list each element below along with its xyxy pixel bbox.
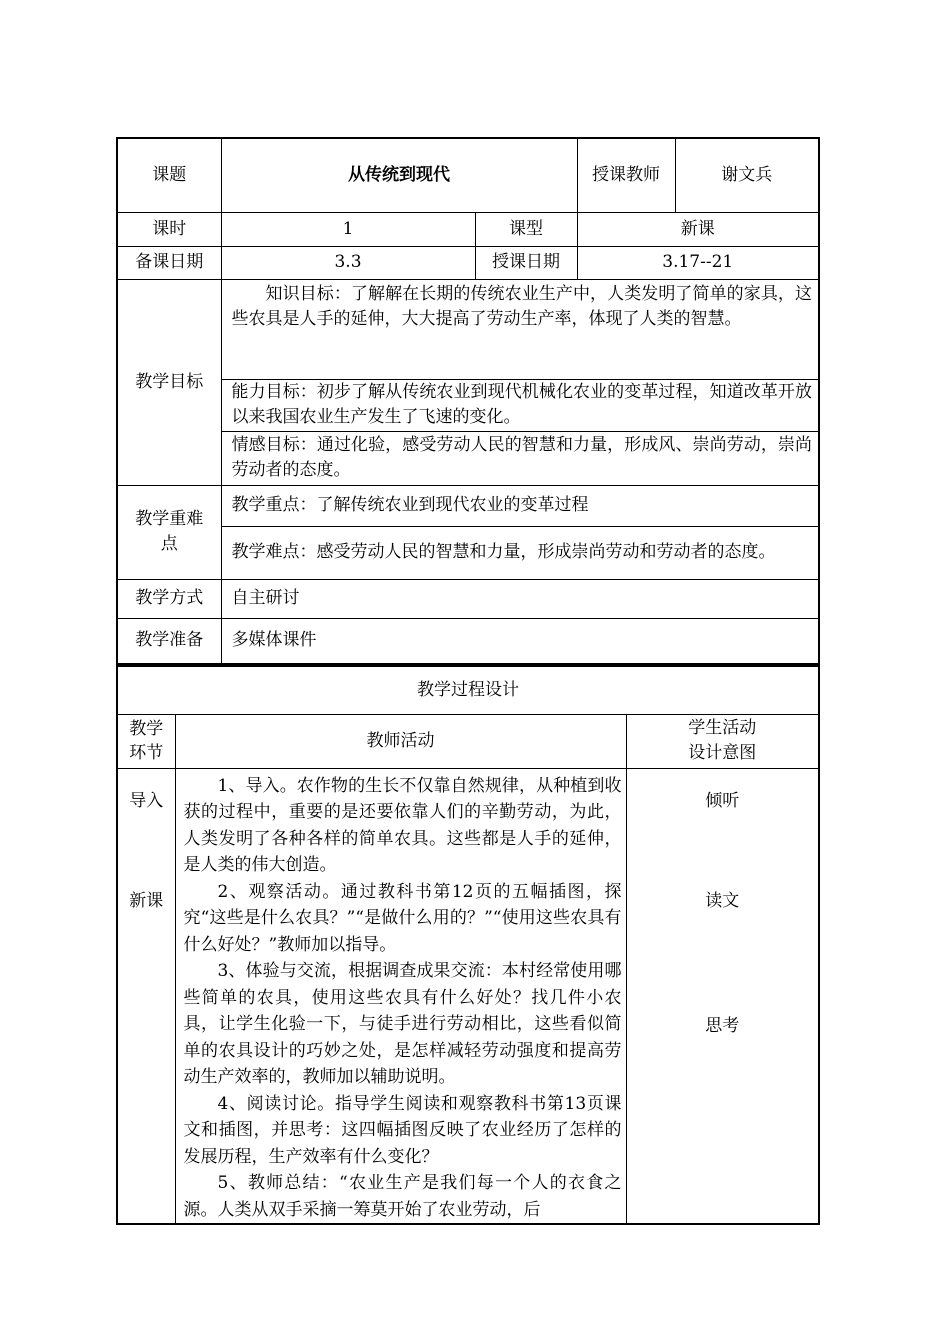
activity-paragraph-3: 3、体验与交流，根据调查成果交流：本村经常使用哪些简单的农具，使用这些农具有什么好处？找几件小农具，让学生化验一下，与徒手进行劳动相比，这些看似简单的农具设计的巧妙之处，是怎样减轻劳动强度和提高劳动生产效率的，教师加以辅助说明。 bbox=[183, 961, 622, 1087]
process-table bbox=[116, 665, 820, 1225]
prep-date-value: 3.3 bbox=[221, 246, 475, 279]
student-activity bbox=[626, 768, 819, 1224]
prep-label: 教学准备 bbox=[117, 618, 221, 664]
prep-date-label: 备课日期 bbox=[117, 246, 221, 279]
col-student-header bbox=[626, 714, 819, 768]
activity-paragraph-5: 5、教师总结：“农业生产是我们每一个人的衣食之源。人类从双手采摘一筹莫开始了农业劳动，后 bbox=[183, 1173, 622, 1220]
method-value: 自主研讨 bbox=[221, 579, 819, 618]
stage-cell bbox=[117, 768, 175, 1224]
process-title: 教学过程设计 bbox=[117, 666, 819, 714]
stage-new: 新课 bbox=[129, 890, 164, 911]
period-value: 1 bbox=[221, 212, 475, 246]
ability-goal: 能力目标：初步了解从传统农业到现代机械化农业的变革过程，知道改革开放以来我国农业生产发生了飞速的变化。 bbox=[221, 379, 819, 431]
activity-paragraph-2: 2、观察活动。通过教科书第12页的五幅插图，探究“这些是什么农具？”“是做什么用的？”“使用这些农具有什么好处？”教师加以指导。 bbox=[183, 881, 622, 955]
col-stage-header: 教学环节 bbox=[117, 714, 175, 768]
type-label: 课型 bbox=[475, 212, 577, 246]
student-read: 读文 bbox=[705, 890, 740, 911]
teacher-activity bbox=[175, 768, 626, 1224]
activity-paragraph-4: 4、阅读讨论。指导学生阅读和观察教科书第13页课文和插图，并思考：这四幅插图反映了农业经历了怎样的发展历程，生产效率有什么变化？ bbox=[183, 1093, 622, 1167]
col-teacher-header: 教师活动 bbox=[175, 714, 626, 768]
difficulty-point: 教学难点：感受劳动人民的智慧和力量，形成崇尚劳动和劳动者的态度。 bbox=[221, 526, 819, 579]
focus-point: 教学重点：了解传统农业到现代农业的变革过程 bbox=[221, 485, 819, 526]
type-value: 新课 bbox=[577, 212, 819, 246]
knowledge-goal: 知识目标：了解解在长期的传统农业生产中，人类发明了简单的家具，这些农具是人手的延伸，大大提高了劳动生产率，体现了人类的智慧。 bbox=[221, 279, 819, 379]
key-points-label: 教学重难点 bbox=[117, 485, 221, 579]
emotion-goal: 情感目标：通过化验，感受劳动人民的智慧和力量，形成风、崇尚劳动，崇尚劳动者的态度。 bbox=[221, 431, 819, 485]
student-think: 思考 bbox=[705, 1015, 740, 1036]
col-student-line1: 学生活动 bbox=[688, 718, 757, 738]
method-label: 教学方式 bbox=[117, 579, 221, 618]
period-label: 课时 bbox=[117, 212, 221, 246]
activity-paragraph-1: 1、导入。农作物的生长不仅靠自然规律，从种植到收获的过程中，重要的是还要依靠人们的辛勤劳动，为此，人类发明了各种各样的简单农具。这些都是人手的延伸，是人类的伟大创造。 bbox=[183, 775, 622, 875]
goals-label: 教学目标 bbox=[117, 279, 221, 485]
topic-value: 从传统到现代 bbox=[221, 138, 577, 212]
teach-date-label: 授课日期 bbox=[475, 246, 577, 279]
stage-intro: 导入 bbox=[129, 790, 164, 811]
teacher-label: 授课教师 bbox=[577, 138, 675, 212]
col-student-line2: 设计意图 bbox=[688, 743, 757, 763]
prep-value: 多媒体课件 bbox=[221, 618, 819, 664]
teach-date-value: 3.17--21 bbox=[577, 246, 819, 279]
lesson-info-table bbox=[116, 137, 820, 665]
student-listen: 倾听 bbox=[705, 790, 740, 811]
teacher-value: 谢文兵 bbox=[675, 138, 819, 212]
topic-label: 课题 bbox=[117, 138, 221, 212]
